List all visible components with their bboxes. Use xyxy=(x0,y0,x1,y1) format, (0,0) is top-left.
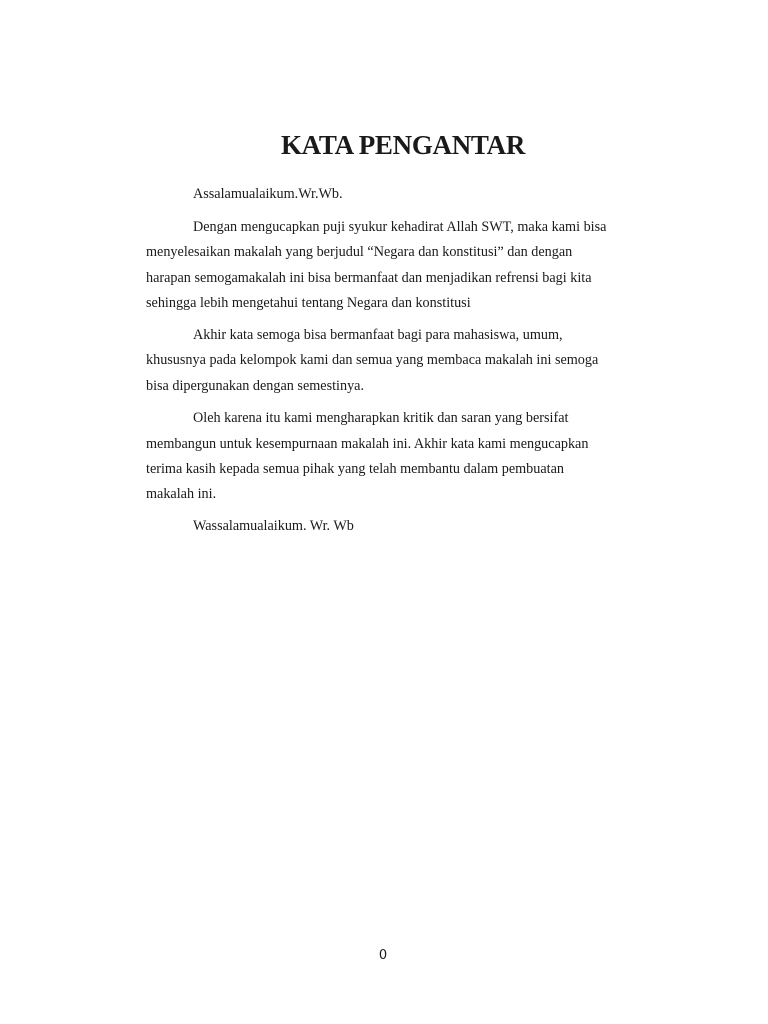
paragraph1-line: harapan semogamakalah ini bisa bermanfaat dan menjadikan refrensi bagi kita xyxy=(146,270,592,286)
page-title: KATA PENGANTAR xyxy=(280,130,526,160)
paragraph3-line: makalah ini. xyxy=(146,486,217,502)
paragraph2-line: Akhir kata semoga bisa bermanfaat bagi para mahasiswa, umum, xyxy=(193,327,563,343)
paragraph1-line: Dengan mengucapkan puji syukur kehadirat Allah SWT, maka kami bisa xyxy=(193,219,607,235)
paragraph1-line: menyelesaikan makalah yang berjudul “Negara dan konstitusi” dan dengan xyxy=(146,244,573,260)
paragraph3-line: terima kasih kepada semua pihak yang telah membantu dalam pembuatan xyxy=(146,461,564,477)
page-number: 0 xyxy=(378,948,388,963)
paragraph3-line: Oleh karena itu kami mengharapkan kritik dan saran yang bersifat xyxy=(193,410,569,426)
closing-line: Wassalamualaikum. Wr. Wb xyxy=(193,518,354,534)
paragraph2-line: khususnya pada kelompok kami dan semua yang membaca makalah ini semoga xyxy=(146,352,599,368)
paragraph3-line: membangun untuk kesempurnaan makalah ini. Akhir kata kami mengucapkan xyxy=(146,436,589,452)
paragraph2-line: bisa dipergunakan dengan semestinya. xyxy=(146,378,365,394)
greeting-line: Assalamualaikum.Wr.Wb. xyxy=(193,186,343,202)
paragraph1-line: sehingga lebih mengetahui tentang Negara dan konstitusi xyxy=(146,295,471,311)
